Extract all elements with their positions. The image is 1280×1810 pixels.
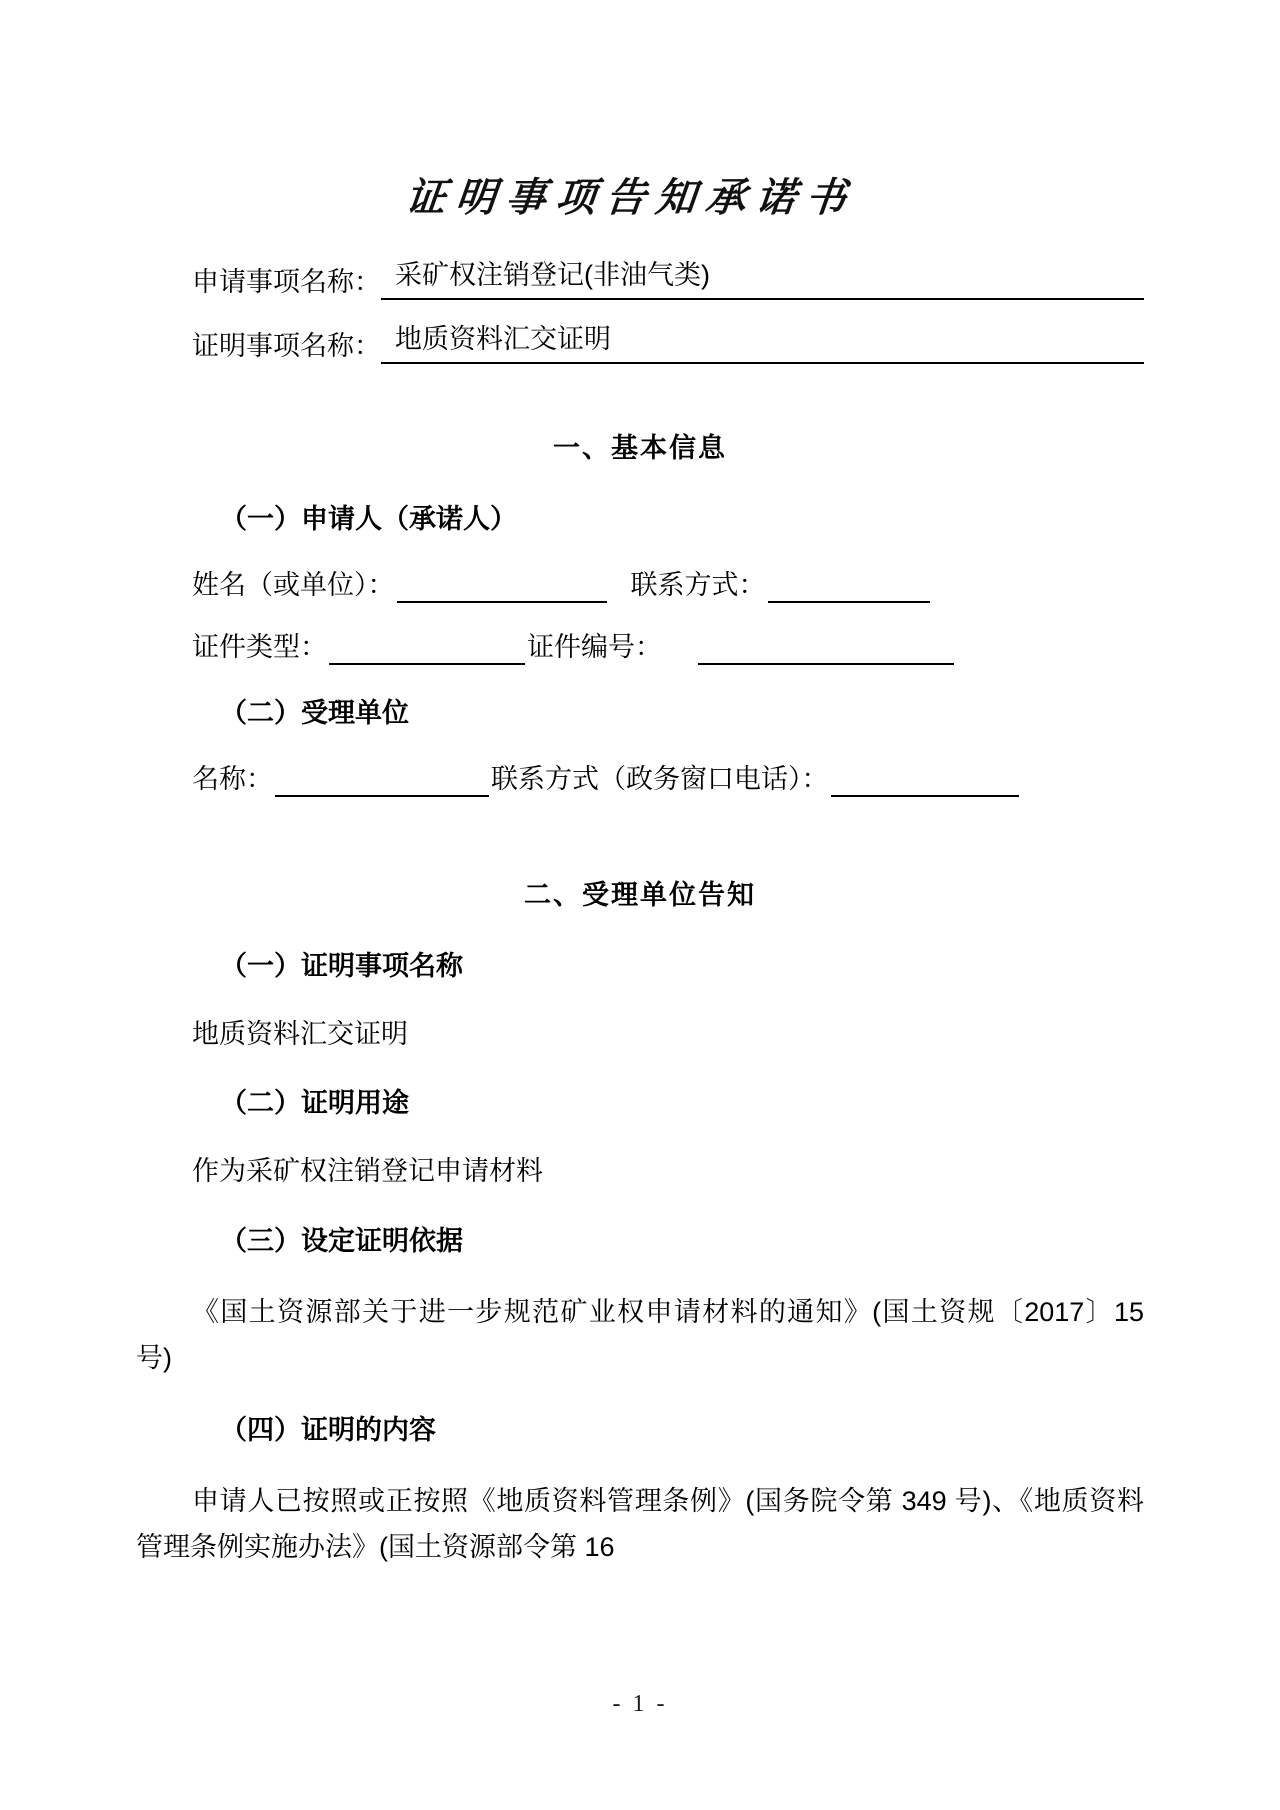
page-title: 证明事项告知承诺书 [403, 174, 859, 221]
field-application-item-value[interactable]: 采矿权注销登记(非油气类) [381, 262, 1144, 300]
input-unit-phone[interactable] [831, 765, 1019, 797]
field-certification-item [136, 326, 1144, 364]
section-heading-basic-information: 一、基本信息 [553, 433, 727, 463]
field-certification-item-label: 证明事项名称： [192, 331, 381, 361]
label-applicant-name: 姓名（或单位）： [192, 569, 395, 600]
subheading-certification-name: （一）证明事项名称 [220, 950, 463, 981]
label-unit-name: 名称： [192, 763, 273, 794]
row-receiving-unit [136, 735, 1144, 797]
text-certification-purpose: 作为采矿权注销登记申请材料 [192, 1156, 543, 1187]
field-application-item-label: 申请事项名称： [192, 267, 381, 297]
field-application-item [136, 262, 1144, 300]
text-certification-content: 申请人已按照或正按照《地质资料管理条例》(国务院令第 349 号)、《地质资料管理条例实施办法》(国土资源部令第 16 [136, 1485, 1144, 1563]
input-id-number[interactable] [698, 633, 954, 665]
subheading-certification-content: （四）证明的内容 [220, 1414, 436, 1445]
input-id-type[interactable] [329, 633, 525, 665]
page-number: - 1 - [612, 1691, 668, 1717]
section-heading-receiving-unit-notice: 二、受理单位告知 [524, 879, 756, 910]
subheading-applicant: （一）申请人（承诺人） [220, 504, 517, 534]
subheading-receiving-unit: （二）受理单位 [220, 697, 409, 728]
label-id-number: 证件编号： [527, 631, 662, 662]
field-certification-item-value[interactable]: 地质资料汇交证明 [381, 326, 1144, 364]
row-applicant-id [136, 603, 1144, 665]
subheading-legal-basis: （三）设定证明依据 [220, 1226, 463, 1257]
label-id-type: 证件类型： [192, 631, 327, 662]
input-unit-name[interactable] [275, 765, 489, 797]
row-applicant-name-contact [136, 541, 1144, 603]
input-applicant-contact[interactable] [768, 571, 930, 603]
subheading-certification-purpose: （二）证明用途 [220, 1088, 409, 1119]
document-content [136, 0, 1144, 1810]
label-applicant-contact: 联系方式： [630, 569, 766, 600]
text-legal-basis: 《国土资源部关于进一步规范矿业权申请材料的通知》(国土资规〔2017〕15 号) [136, 1296, 1144, 1374]
input-applicant-name[interactable] [397, 571, 607, 603]
label-unit-phone: 联系方式（政务窗口电话）： [491, 763, 829, 794]
text-certification-name: 地质资料汇交证明 [192, 1018, 408, 1049]
